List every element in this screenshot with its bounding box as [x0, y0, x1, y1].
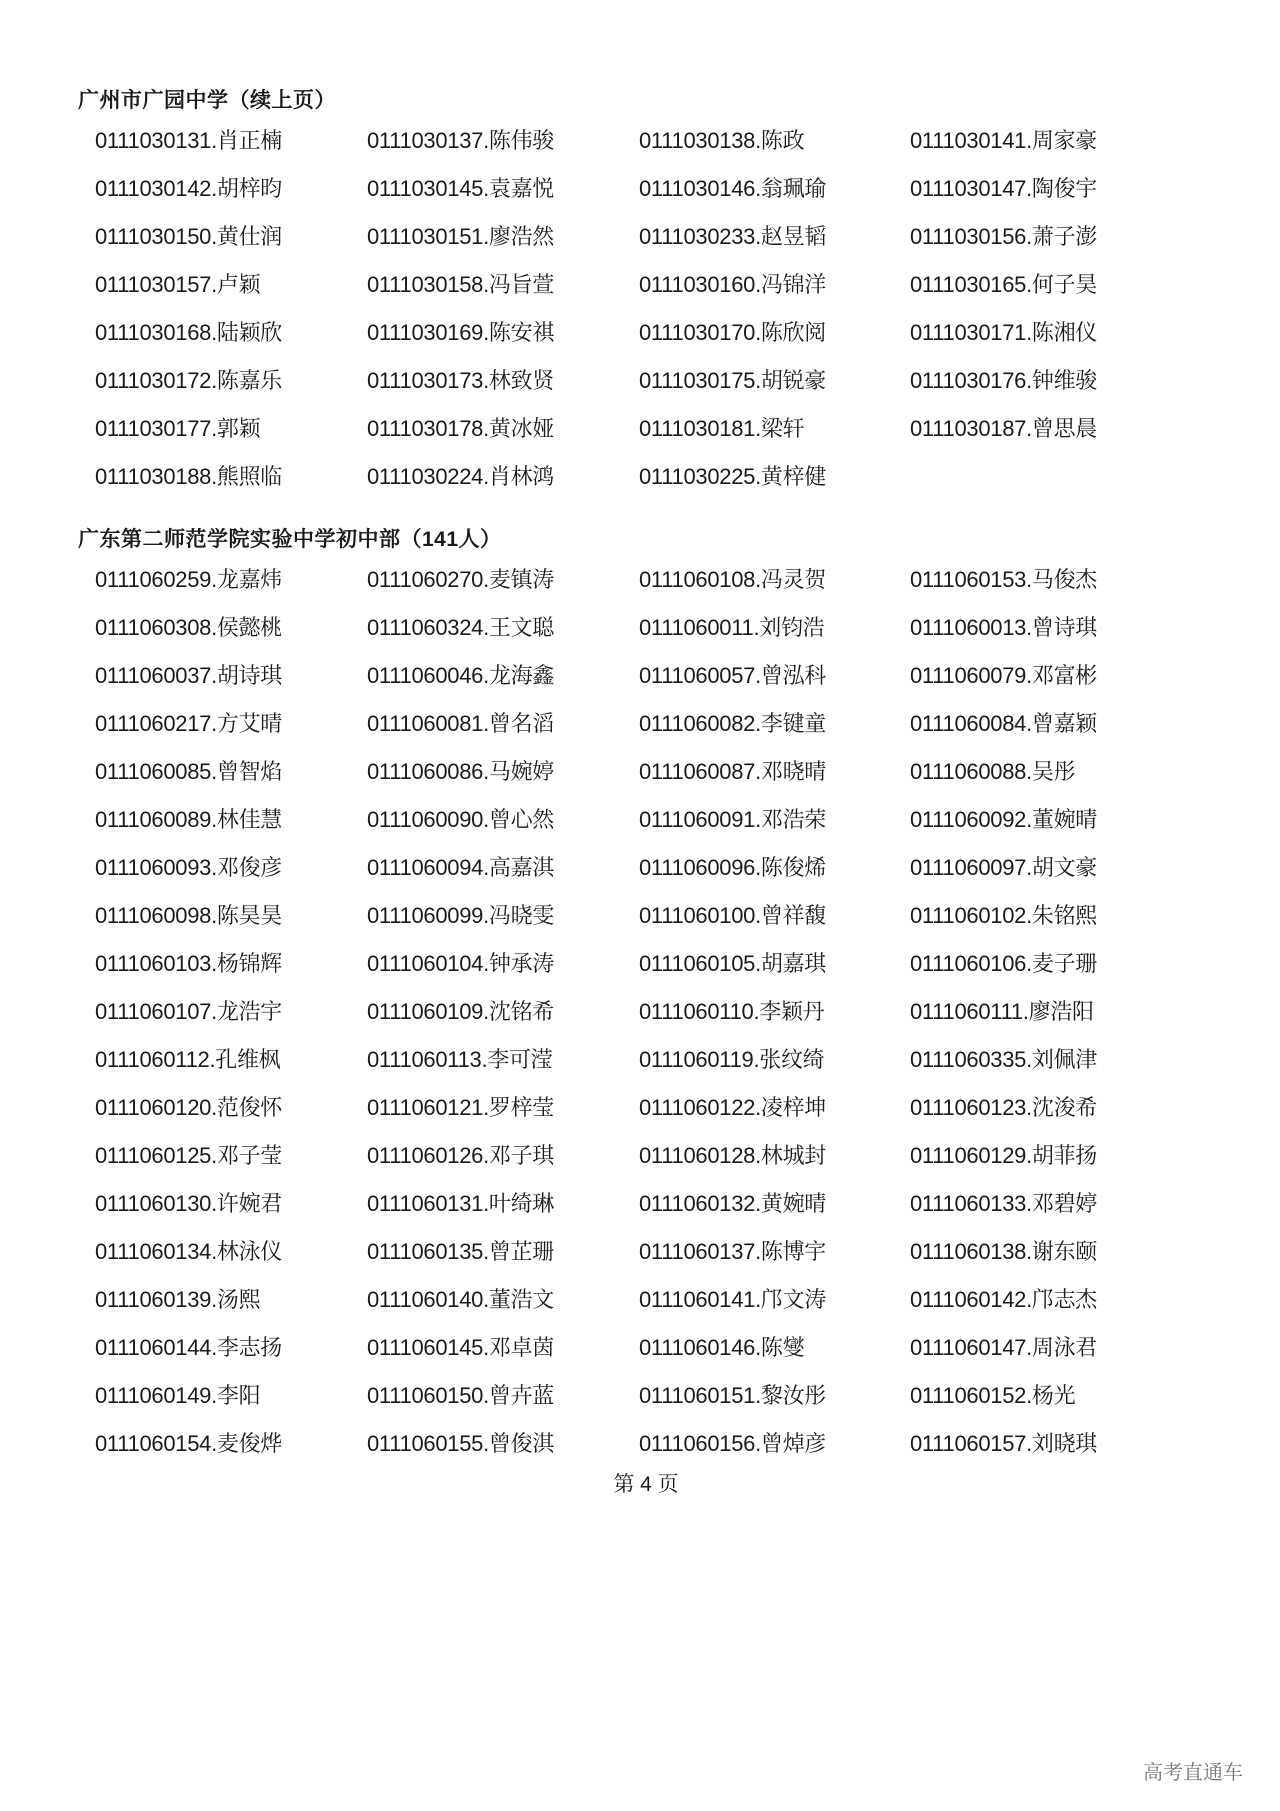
student-entry: 0111060142.邝志杰 — [910, 1287, 1098, 1312]
student-entry: 0111060126.邓子琪 — [367, 1143, 555, 1168]
student-entry: 0111060308.侯懿桃 — [95, 615, 283, 640]
student-entry: 0111060107.龙浩宇 — [95, 999, 283, 1024]
student-entry: 0111060151.黎汝彤 — [639, 1383, 827, 1408]
student-entry: 0111060125.邓子莹 — [95, 1143, 283, 1168]
student-entry: 0111060128.林城封 — [639, 1143, 827, 1168]
student-entry: 0111030177.郭颖 — [95, 416, 261, 441]
student-entry: 0111060106.麦子珊 — [910, 951, 1098, 976]
student-entry: 0111060103.杨锦辉 — [95, 951, 283, 976]
watermark: 高考直通车 — [1143, 1762, 1243, 1784]
student-entry: 0111060131.叶绮琳 — [367, 1191, 555, 1216]
student-entry: 0111060156.曾焯彦 — [639, 1431, 827, 1456]
section-heading-guangyuan: 广州市广园中学（续上页） — [78, 89, 336, 112]
student-entry: 0111060146.陈燮 — [639, 1335, 805, 1360]
student-entry: 0111030169.陈安祺 — [367, 320, 555, 345]
student-entry: 0111060113.李可滢 — [367, 1047, 553, 1072]
student-entry: 0111060108.冯灵贺 — [639, 567, 827, 592]
student-entry: 0111030181.梁轩 — [639, 416, 805, 441]
student-entry: 0111060085.曾智焰 — [95, 759, 283, 784]
student-entry: 0111030178.黄冰娅 — [367, 416, 555, 441]
student-entry: 0111060130.许婉君 — [95, 1191, 283, 1216]
student-entry: 0111060154.麦俊烨 — [95, 1431, 283, 1456]
student-entry: 0111060091.邓浩荣 — [639, 807, 827, 832]
student-entry: 0111060134.林泳仪 — [95, 1239, 283, 1264]
student-entry: 0111030175.胡锐豪 — [639, 368, 827, 393]
student-entry: 0111030138.陈政 — [639, 128, 805, 153]
student-entry: 0111060119.张纹绮 — [639, 1047, 825, 1072]
student-entry: 0111060149.李阳 — [95, 1383, 261, 1408]
student-entry: 0111030146.翁珮瑜 — [639, 176, 827, 201]
student-list-guangyuan — [95, 117, 1182, 501]
student-entry: 0111060129.胡菲扬 — [910, 1143, 1098, 1168]
student-entry: 0111060141.邝文涛 — [639, 1287, 827, 1312]
student-entry: 0111030131.肖正楠 — [95, 128, 283, 153]
student-entry: 0111060013.曾诗琪 — [910, 615, 1098, 640]
student-entry: 0111060104.钟承涛 — [367, 951, 555, 976]
student-entry: 0111060109.沈铭希 — [367, 999, 555, 1024]
student-entry: 0111060140.董浩文 — [367, 1287, 555, 1312]
student-entry: 0111060102.朱铭熙 — [910, 903, 1098, 928]
student-entry: 0111060121.罗梓莹 — [367, 1095, 555, 1120]
student-entry: 0111060090.曾心然 — [367, 807, 555, 832]
student-entry: 0111060152.杨光 — [910, 1383, 1076, 1408]
student-entry: 0111060087.邓晓晴 — [639, 759, 827, 784]
student-entry: 0111060137.陈博宇 — [639, 1239, 827, 1264]
student-entry: 0111060157.刘晓琪 — [910, 1431, 1098, 1456]
student-entry: 0111060011.刘钧浩 — [639, 615, 825, 640]
student-entry: 0111030233.赵昱韬 — [639, 224, 827, 249]
student-entry: 0111060155.曾俊淇 — [367, 1431, 555, 1456]
student-entry: 0111030187.曾思晨 — [910, 416, 1098, 441]
student-entry: 0111030142.胡梓昀 — [95, 176, 283, 201]
student-entry: 0111030172.陈嘉乐 — [95, 368, 283, 393]
student-entry: 0111060096.陈俊烯 — [639, 855, 827, 880]
student-entry: 0111060086.马婉婷 — [367, 759, 555, 784]
student-entry: 0111060112.孔维枫 — [95, 1047, 281, 1072]
student-entry: 0111060150.曾卉蓝 — [367, 1383, 555, 1408]
student-entry: 0111030151.廖浩然 — [367, 224, 555, 249]
student-entry: 0111030188.熊照临 — [95, 464, 283, 489]
student-entry: 0111030176.钟维骏 — [910, 368, 1098, 393]
student-entry: 0111060081.曾名滔 — [367, 711, 555, 736]
student-entry: 0111030141.周家豪 — [910, 128, 1098, 153]
student-entry: 0111060098.陈昊昊 — [95, 903, 283, 928]
student-entry: 0111060037.胡诗琪 — [95, 663, 283, 688]
student-list-erShi-experimental — [95, 556, 1182, 1468]
student-entry: 0111060079.邓富彬 — [910, 663, 1098, 688]
student-entry: 0111030160.冯锦洋 — [639, 272, 827, 297]
student-entry: 0111030137.陈伟骏 — [367, 128, 555, 153]
student-entry: 0111060217.方艾晴 — [95, 711, 283, 736]
student-entry: 0111060057.曾泓科 — [639, 663, 827, 688]
student-entry: 0111060122.凌梓坤 — [639, 1095, 827, 1120]
student-entry: 0111060145.邓卓茵 — [367, 1335, 555, 1360]
student-entry: 0111060082.李键童 — [639, 711, 827, 736]
section-heading-erShi-experimental: 广东第二师范学院实验中学初中部（141人） — [78, 528, 502, 551]
student-entry: 0111060094.高嘉淇 — [367, 855, 555, 880]
student-entry: 0111060100.曾祥馥 — [639, 903, 827, 928]
student-entry: 0111060099.冯晓雯 — [367, 903, 555, 928]
student-entry: 0111060144.李志扬 — [95, 1335, 283, 1360]
student-entry: 0111060084.曾嘉颖 — [910, 711, 1098, 736]
student-entry: 0111030147.陶俊宇 — [910, 176, 1098, 201]
student-entry: 0111060110.李颖丹 — [639, 999, 825, 1024]
student-entry: 0111030170.陈欣阅 — [639, 320, 827, 345]
student-entry: 0111060111.廖浩阳 — [910, 999, 1094, 1024]
student-entry: 0111060093.邓俊彦 — [95, 855, 283, 880]
student-entry: 0111030150.黄仕润 — [95, 224, 283, 249]
student-entry: 0111060270.麦镇涛 — [367, 567, 555, 592]
student-entry: 0111060133.邓碧婷 — [910, 1191, 1098, 1216]
student-entry: 0111060135.曾芷珊 — [367, 1239, 555, 1264]
student-entry: 0111030158.冯旨萱 — [367, 272, 555, 297]
student-entry: 0111030165.何子昊 — [910, 272, 1098, 297]
student-entry: 0111030145.袁嘉悦 — [367, 176, 555, 201]
student-entry: 0111060088.吴彤 — [910, 759, 1076, 784]
student-entry: 0111060105.胡嘉琪 — [639, 951, 827, 976]
student-entry: 0111060132.黄婉晴 — [639, 1191, 827, 1216]
student-entry: 0111030224.肖林鸿 — [367, 464, 555, 489]
student-entry: 0111030156.萧子澎 — [910, 224, 1098, 249]
student-entry: 0111030173.林致贤 — [367, 368, 555, 393]
student-entry: 0111060138.谢东颐 — [910, 1239, 1098, 1264]
student-entry: 0111060046.龙海鑫 — [367, 663, 555, 688]
student-entry: 0111060120.范俊怀 — [95, 1095, 283, 1120]
student-entry: 0111060147.周泳君 — [910, 1335, 1098, 1360]
student-entry: 0111060123.沈浚希 — [910, 1095, 1098, 1120]
student-entry: 0111060335.刘佩津 — [910, 1047, 1098, 1072]
student-entry: 0111060324.王文聪 — [367, 615, 555, 640]
student-entry: 0111060259.龙嘉炜 — [95, 567, 283, 592]
student-entry: 0111060092.董婉晴 — [910, 807, 1098, 832]
student-entry: 0111060153.马俊杰 — [910, 567, 1098, 592]
student-entry: 0111060097.胡文豪 — [910, 855, 1098, 880]
student-entry: 0111030225.黄梓健 — [639, 464, 827, 489]
student-entry: 0111060139.汤熙 — [95, 1287, 261, 1312]
student-entry: 0111030168.陆颖欣 — [95, 320, 283, 345]
student-entry: 0111060089.林佳慧 — [95, 807, 283, 832]
student-entry: 0111030171.陈湘仪 — [910, 320, 1098, 345]
page-number: 第 4 页 — [613, 1473, 679, 1496]
student-entry: 0111030157.卢颖 — [95, 272, 261, 297]
